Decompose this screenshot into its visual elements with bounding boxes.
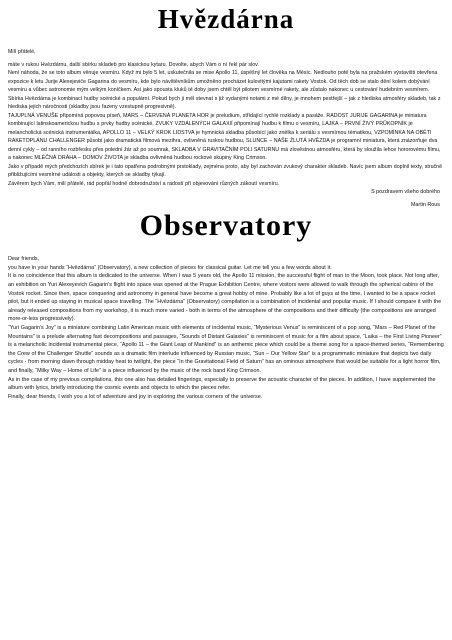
english-paragraph: It is no coincidence that this album is dedicated to the universe. When I was 5 years old, the Apollo 11 mission, the successful flight of man to the Moon, took place. Not long after, an exhibition on Yuri Alexeyevich Gagarin’s flight into space was opened at the Prague Exhibition Centre, where visitors were allowed to walk through the spherical cabins of the Vostok rocket. Since then, space conquering and astronomy in general have become a great hobby of mine. Probably like a lot of guys at the time, I wanted to be a space rocket pilot, but it ended up staying in musical space travelling. The “Hvězdárna” (Observatory) compilation is a combination of incidental and popular music. If I should compare it with the already released compositions from my workshop, it is much more varied - both in terms of the atmosphere of the compositions and their difficulty (the compositions are arranged more-or-less progressively). [8, 273, 442, 323]
czech-paragraph: Sbírka Hvězdárna je kombinací hudby scénické a populární. Pokud bych ji měl stevnat s již vydanými notami z mé dílny, je mnohem pestřejší – jak z hlediska atmosféry skladeb, tak z hlediska jejich náročnosti (skladby jsou řazeny vzestupně progresivně). [8, 95, 441, 110]
english-foreword [8, 247, 444, 401]
english-paragraph: “Yuri Gagarin’s Joy” is a miniature combining Latin American music with elements of incidental music, “Mysterious Venus” is reminiscent of a pop song, “Mars – Red Planet of the Mountains” is a prelude alternating fast decompositions and passages, “Sounds of Distant Galaxies” is reminiscent of music for a film about space, “Laika – the First Living Pioneer” is a melancholic incidental instrumental piece, “Apollo 11 – the Giant Leap of Mankind” is an anthemic piece which could be a theme song for a space-themed series, “Remembering the Crew of the Challenger Shuttle” sounds as a dramatic film interlude influenced by Russian music, “Sun – Our Yellow Star” is a programmatic miniature that depicts two daily cycles - from morning dawn through midday heat to twilight, the piece “In the Gravitational Field of Saturn” has an ominous atmosphere that would be suitable for a light horror film, and finally, “Milky Way – Home of Life” is a piece influenced by the music of the rock band King Crimson. [8, 324, 444, 374]
czech-paragraph: Jako v případě mých předchozích sbírek je i tato opatřena podrobnými prstoklady, zejména proto, aby byl zachován zvukový charakter skladeb. Navíc jsem album doplnil texty, stručně přibližujícími vesmírné události a objekty, kterých se skladby týkají. [8, 163, 443, 178]
czech-closing: S pozdravem všeho dobrého [371, 189, 440, 195]
english-greeting: Dear friends, [8, 256, 40, 263]
czech-paragraph: Není náhoda, že se toto album věnuje vesmíru. Když mi bylo 5 let, uskutečnila se mise Apollo 11, úspěšný let člověka na Měsíc. Nedlouho poté byla na pražském výstavišti otevřena expozice k letu Jurije Alexejeviče Gagarina do vesmíru, kde bylo návštěvníkům umožněno procházet kulovitými kajutami rakety Vostok. Od těch dob se stalo dění kolem dobývání vesmíru a vůbec astronomie mým velkým koníčkem. Asi jako spousta kluků té doby jsem chtěl být pilotem vesmírné rakety, ale zůstalo nakonec u cestování hudebním vesmírem. [8, 70, 438, 93]
czech-paragraph: TAJUPLNÁ VENUŠE připomíná popovou píseň, MARS – ČERVENÁ PLANETA HOR je preludium, střídající rychlé rozklady a pasáže. RADOST JURIJE GAGARINA je miniatura kombinující latinskoamerickou hudbu s prvky hudby scénické, ZVUKY VZDÁLENÝCH GALAXIÍ připomínají hudbu k filmu o vesmíru, LAJKA – PRVNÍ ŽIVÝ PRŮKOPNÍK je melancholická scénická instrumentálka, APOLLO 11 – VELKÝ KROK LIDSTVA je hymnická skladba působící jako znělka k seriálu s vesmírnou tématikou, VZPOMÍNKA NA OBĚTI RAKETOPLÁNU CHALLENGER působí jako dramatická filmová mezihra, ovlivněná ruskou hudbou, SLUNCE – NAŠE ŽLUTÁ HVĚZDA je programní miniatura, která znázorňuje dva denní cykly – od ranního rozbřesku přes polední žár až po soumrak, SKLADBA V GRAVITAČNÍM POLI SATURNU má zlověstnou atmosféru, která by sloužila lehce hororovému filmu, a nakonec MLÉČNÁ DRÁHA – DOMOV ŽIVOTA je skladba ovlivněná hudbou rockové skupiny King Crimson. [8, 112, 441, 161]
czech-greeting: Milí přátelé, [8, 49, 36, 55]
czech-foreword [8, 44, 444, 209]
czech-title: Hvězdárna [157, 4, 295, 34]
author-signature: Martin Rous [410, 201, 440, 208]
czech-paragraph: máte v rukou Hvězdárnu, další sbírku skladeb pro klasickou kytaru. Dovolte, abych Vám o ní řekl pár slov. [8, 61, 259, 68]
english-paragraph: Finally, dear friends, I wish you a lot of adventure and joy in exploring the various corners of the universe. [8, 393, 263, 400]
english-paragraph: As in the case of my previous compilations, this one also has detailed fingerings, especially to preserve the acoustic character of the pieces. In addition, I have supplemented the album with lyrics, briefly introducing the cosmic events and objects to which the pieces refer. [8, 376, 436, 392]
english-paragraph: you have in your hands “Hvězdárna” (Observatory), a new collection of pieces for classical guitar. Let me tell you a few words about it. [8, 264, 332, 271]
english-title: Observatory [139, 209, 313, 243]
czech-paragraph: Závěrem bych Vám, milí přátelé, rád popřál hodně dobrodružství a radostí při objevování různých zákoutí vesmíru. [8, 180, 280, 187]
